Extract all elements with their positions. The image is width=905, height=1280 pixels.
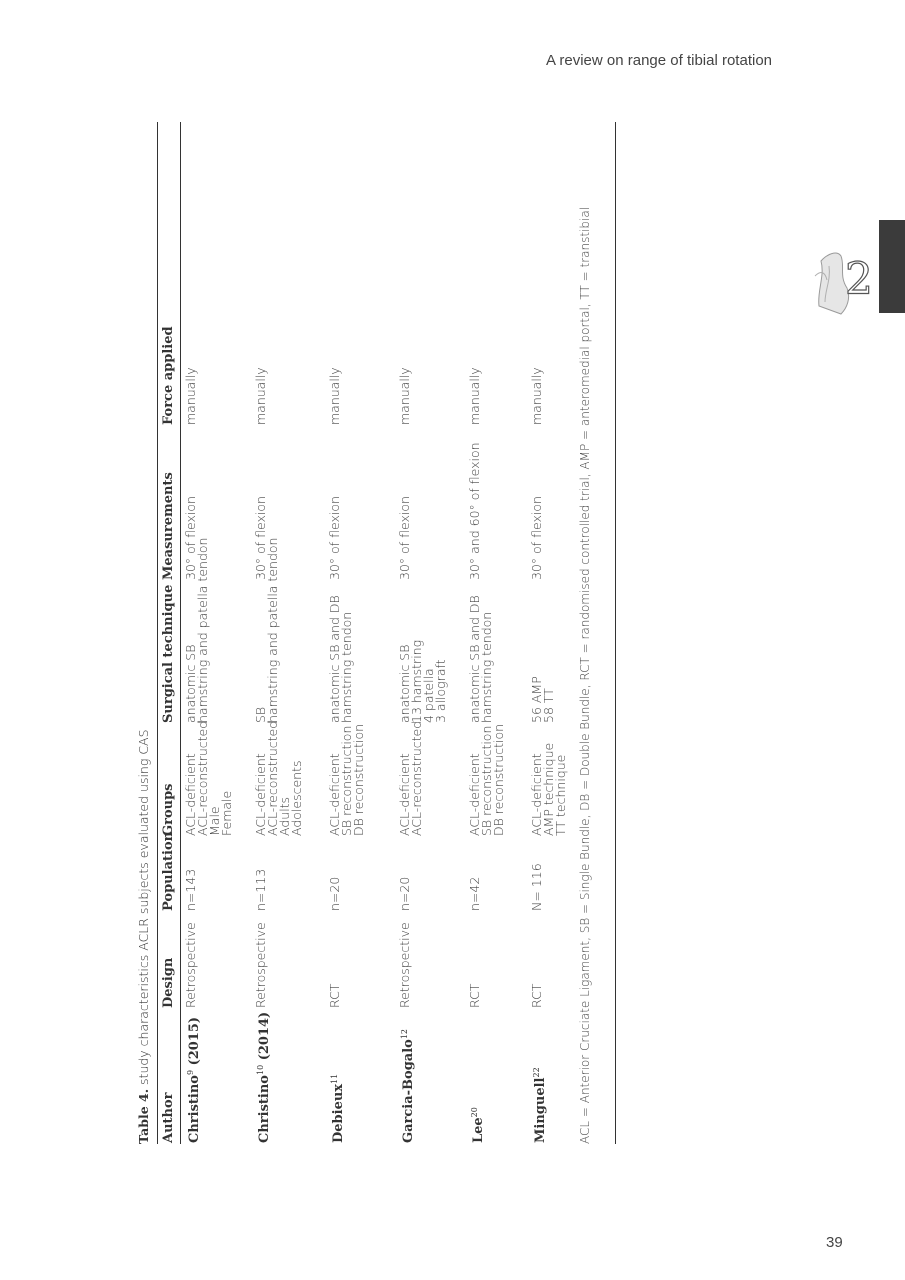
table-row: [465, 122, 527, 1144]
technique-item: hamstring tendon: [479, 611, 494, 723]
reference-number: 10: [256, 1064, 265, 1076]
running-head: A review on range of tibial rotation: [546, 52, 772, 69]
groups-cell: [181, 720, 251, 837]
measurements-cell: [395, 426, 465, 581]
force-applied-cell: [251, 285, 325, 426]
measurements-value: 30° of flexion: [183, 496, 198, 580]
table-row: [395, 122, 465, 1144]
population-cell: [251, 837, 325, 912]
group-item: Adolescents: [289, 760, 304, 836]
group-item: ACL-deficient: [327, 753, 342, 836]
force-applied-cell: [325, 285, 395, 426]
surgical-technique-cell: [395, 581, 465, 724]
population-cell: [395, 837, 465, 912]
design-value: Retrospective: [183, 922, 198, 1008]
author-name: Minguell: [533, 1077, 548, 1143]
technique-item: anatomic SB: [183, 644, 198, 723]
group-item: AMP technique: [541, 742, 556, 836]
population-cell: [325, 837, 395, 912]
rotated-table-block: [133, 122, 599, 1144]
author-name: Christino: [257, 1075, 272, 1143]
population-value: n=143: [183, 868, 198, 911]
column-header-design: Design: [161, 957, 176, 1008]
group-item: ACL-deficient: [529, 753, 544, 836]
author-name: Lee: [471, 1117, 486, 1143]
measurements-value: 30° of flexion: [327, 496, 342, 580]
force-applied-value: manually: [327, 367, 342, 425]
groups-cell: [251, 720, 325, 837]
technique-item: SB: [253, 706, 268, 723]
force-applied-cell: [527, 285, 615, 426]
group-item: ACL-deficient: [253, 753, 268, 836]
group-item: ACL-reconstructed: [195, 720, 210, 836]
group-item: ACL-reconstructed: [265, 720, 280, 836]
force-applied-cell: [465, 285, 527, 426]
population-value: N= 116: [529, 863, 544, 911]
knee-joint-icon: [811, 236, 875, 318]
design-cell: [465, 912, 527, 1009]
technique-item: 4 patella: [421, 668, 436, 723]
measurements-value: 30° of flexion: [253, 496, 268, 580]
design-cell: [251, 912, 325, 1009]
technique-item: anatomic SB and DB: [327, 595, 342, 723]
table-caption-text: study characteristics ACLR subjects evaluated using CAS: [136, 729, 151, 1089]
population-cell: [465, 837, 527, 912]
technique-item: 58 TT: [541, 688, 556, 723]
table-body: [181, 122, 616, 1144]
reference-number: 12: [400, 1028, 409, 1040]
force-applied-value: manually: [397, 367, 412, 425]
design-value: Retrospective: [253, 922, 268, 1008]
design-cell: [527, 912, 615, 1009]
table-caption: [133, 729, 155, 1144]
author-cell: [465, 1009, 527, 1144]
design-value: RCT: [529, 983, 544, 1008]
group-item: SB reconstruction: [479, 725, 494, 836]
author-year: (2015): [187, 1016, 202, 1070]
design-value: Retrospective: [397, 922, 412, 1008]
surgical-technique-cell: [465, 581, 527, 724]
author-name: Garcia-Bogalo: [401, 1039, 416, 1143]
table-row: [251, 122, 325, 1144]
group-item: DB reconstruction: [351, 723, 366, 836]
design-value: RCT: [467, 983, 482, 1008]
groups-cell: [395, 720, 465, 837]
author-name: Debieux: [331, 1083, 346, 1143]
population-value: n=20: [397, 876, 412, 911]
group-item: DB reconstruction: [491, 723, 506, 836]
table-footnote: ACL = Anterior Cruciate Ligament, SB = Single Bundle, DB = Double Bundle, RCT = randomised controlled trial, AMP = anteromedial portal, TT = transtibial: [578, 206, 592, 1144]
measurements-cell: [465, 426, 527, 581]
groups-cell: [325, 724, 395, 837]
author-cell: [325, 1009, 395, 1144]
measurements-cell: [325, 426, 395, 581]
table-row: [325, 122, 395, 1144]
surgical-technique-cell: [527, 581, 615, 724]
column-header-measurements: Measurements: [161, 472, 176, 580]
force-applied-cell: [395, 285, 465, 426]
technique-item: hamstring and patella tendon: [265, 537, 280, 723]
measurements-cell: [251, 426, 325, 581]
page-number: 39: [826, 1234, 843, 1251]
groups-cell: [527, 724, 615, 837]
measurements-cell: [527, 426, 615, 581]
group-item: ACL-deficient: [397, 753, 412, 836]
technique-item: 3 allograft: [433, 659, 448, 723]
population-value: n=42: [467, 876, 482, 911]
measurements-value: 30° of flexion: [397, 496, 412, 580]
population-value: n=113: [253, 868, 268, 911]
table-row: [527, 122, 616, 1144]
design-cell: [395, 912, 465, 1009]
chapter-number: 2: [845, 254, 873, 305]
measurements-value: 30° of flexion: [529, 496, 544, 580]
column-header-surgical-technique: Surgical technique: [161, 584, 176, 723]
group-item: Male: [207, 806, 222, 836]
group-item: SB reconstruction: [339, 725, 354, 836]
author-cell: [181, 1009, 251, 1144]
force-applied-value: manually: [253, 367, 268, 425]
table-row: [181, 122, 251, 1144]
reference-number: 20: [470, 1107, 479, 1118]
study-characteristics-table: [157, 122, 616, 1144]
force-applied-value: manually: [529, 367, 544, 425]
technique-item: hamstring and patella tendon: [195, 537, 210, 723]
column-header-force-applied: Force applied: [161, 326, 176, 425]
technique-item: hamstring tendon: [339, 611, 354, 723]
measurements-value: 30° and 60° of flexion: [467, 442, 482, 580]
force-applied-value: manually: [467, 367, 482, 425]
reference-number: 9: [186, 1069, 195, 1076]
measurements-cell: [181, 426, 251, 581]
reference-number: 22: [532, 1067, 541, 1078]
technique-item: 13 hamstring: [409, 639, 424, 723]
force-applied-value: manually: [183, 367, 198, 425]
author-name: Christino: [187, 1075, 202, 1143]
column-header-groups: Groups: [161, 783, 176, 836]
population-cell: [181, 837, 251, 912]
groups-cell: [465, 724, 527, 837]
population-cell: [527, 837, 615, 912]
group-item: ACL-deficient: [183, 753, 198, 836]
technique-item: anatomic SB and DB: [467, 595, 482, 723]
author-cell: [251, 1009, 325, 1144]
author-year: (2014): [257, 1011, 272, 1065]
design-cell: [181, 912, 251, 1009]
column-header-author: Author: [161, 1092, 176, 1143]
table-header-row: [158, 122, 181, 1144]
group-item: ACL-deficient: [467, 753, 482, 836]
design-value: RCT: [327, 983, 342, 1008]
technique-item: anatomic SB: [397, 644, 412, 723]
surgical-technique-cell: [325, 581, 395, 724]
technique-item: 56 AMP: [529, 676, 544, 723]
reference-number: 11: [330, 1073, 339, 1084]
author-cell: [527, 1009, 615, 1144]
group-item: ACL-reconstructed: [409, 720, 424, 836]
group-item: Female: [219, 790, 234, 836]
population-value: n=20: [327, 876, 342, 911]
chapter-tab: [879, 220, 905, 313]
group-item: TT technique: [553, 754, 568, 836]
group-item: Adults: [277, 796, 292, 836]
force-applied-cell: [181, 285, 251, 426]
author-cell: [395, 1009, 465, 1144]
design-cell: [325, 912, 395, 1009]
table-caption-label: Table 4.: [136, 1088, 151, 1144]
column-header-population: Population: [161, 831, 176, 911]
